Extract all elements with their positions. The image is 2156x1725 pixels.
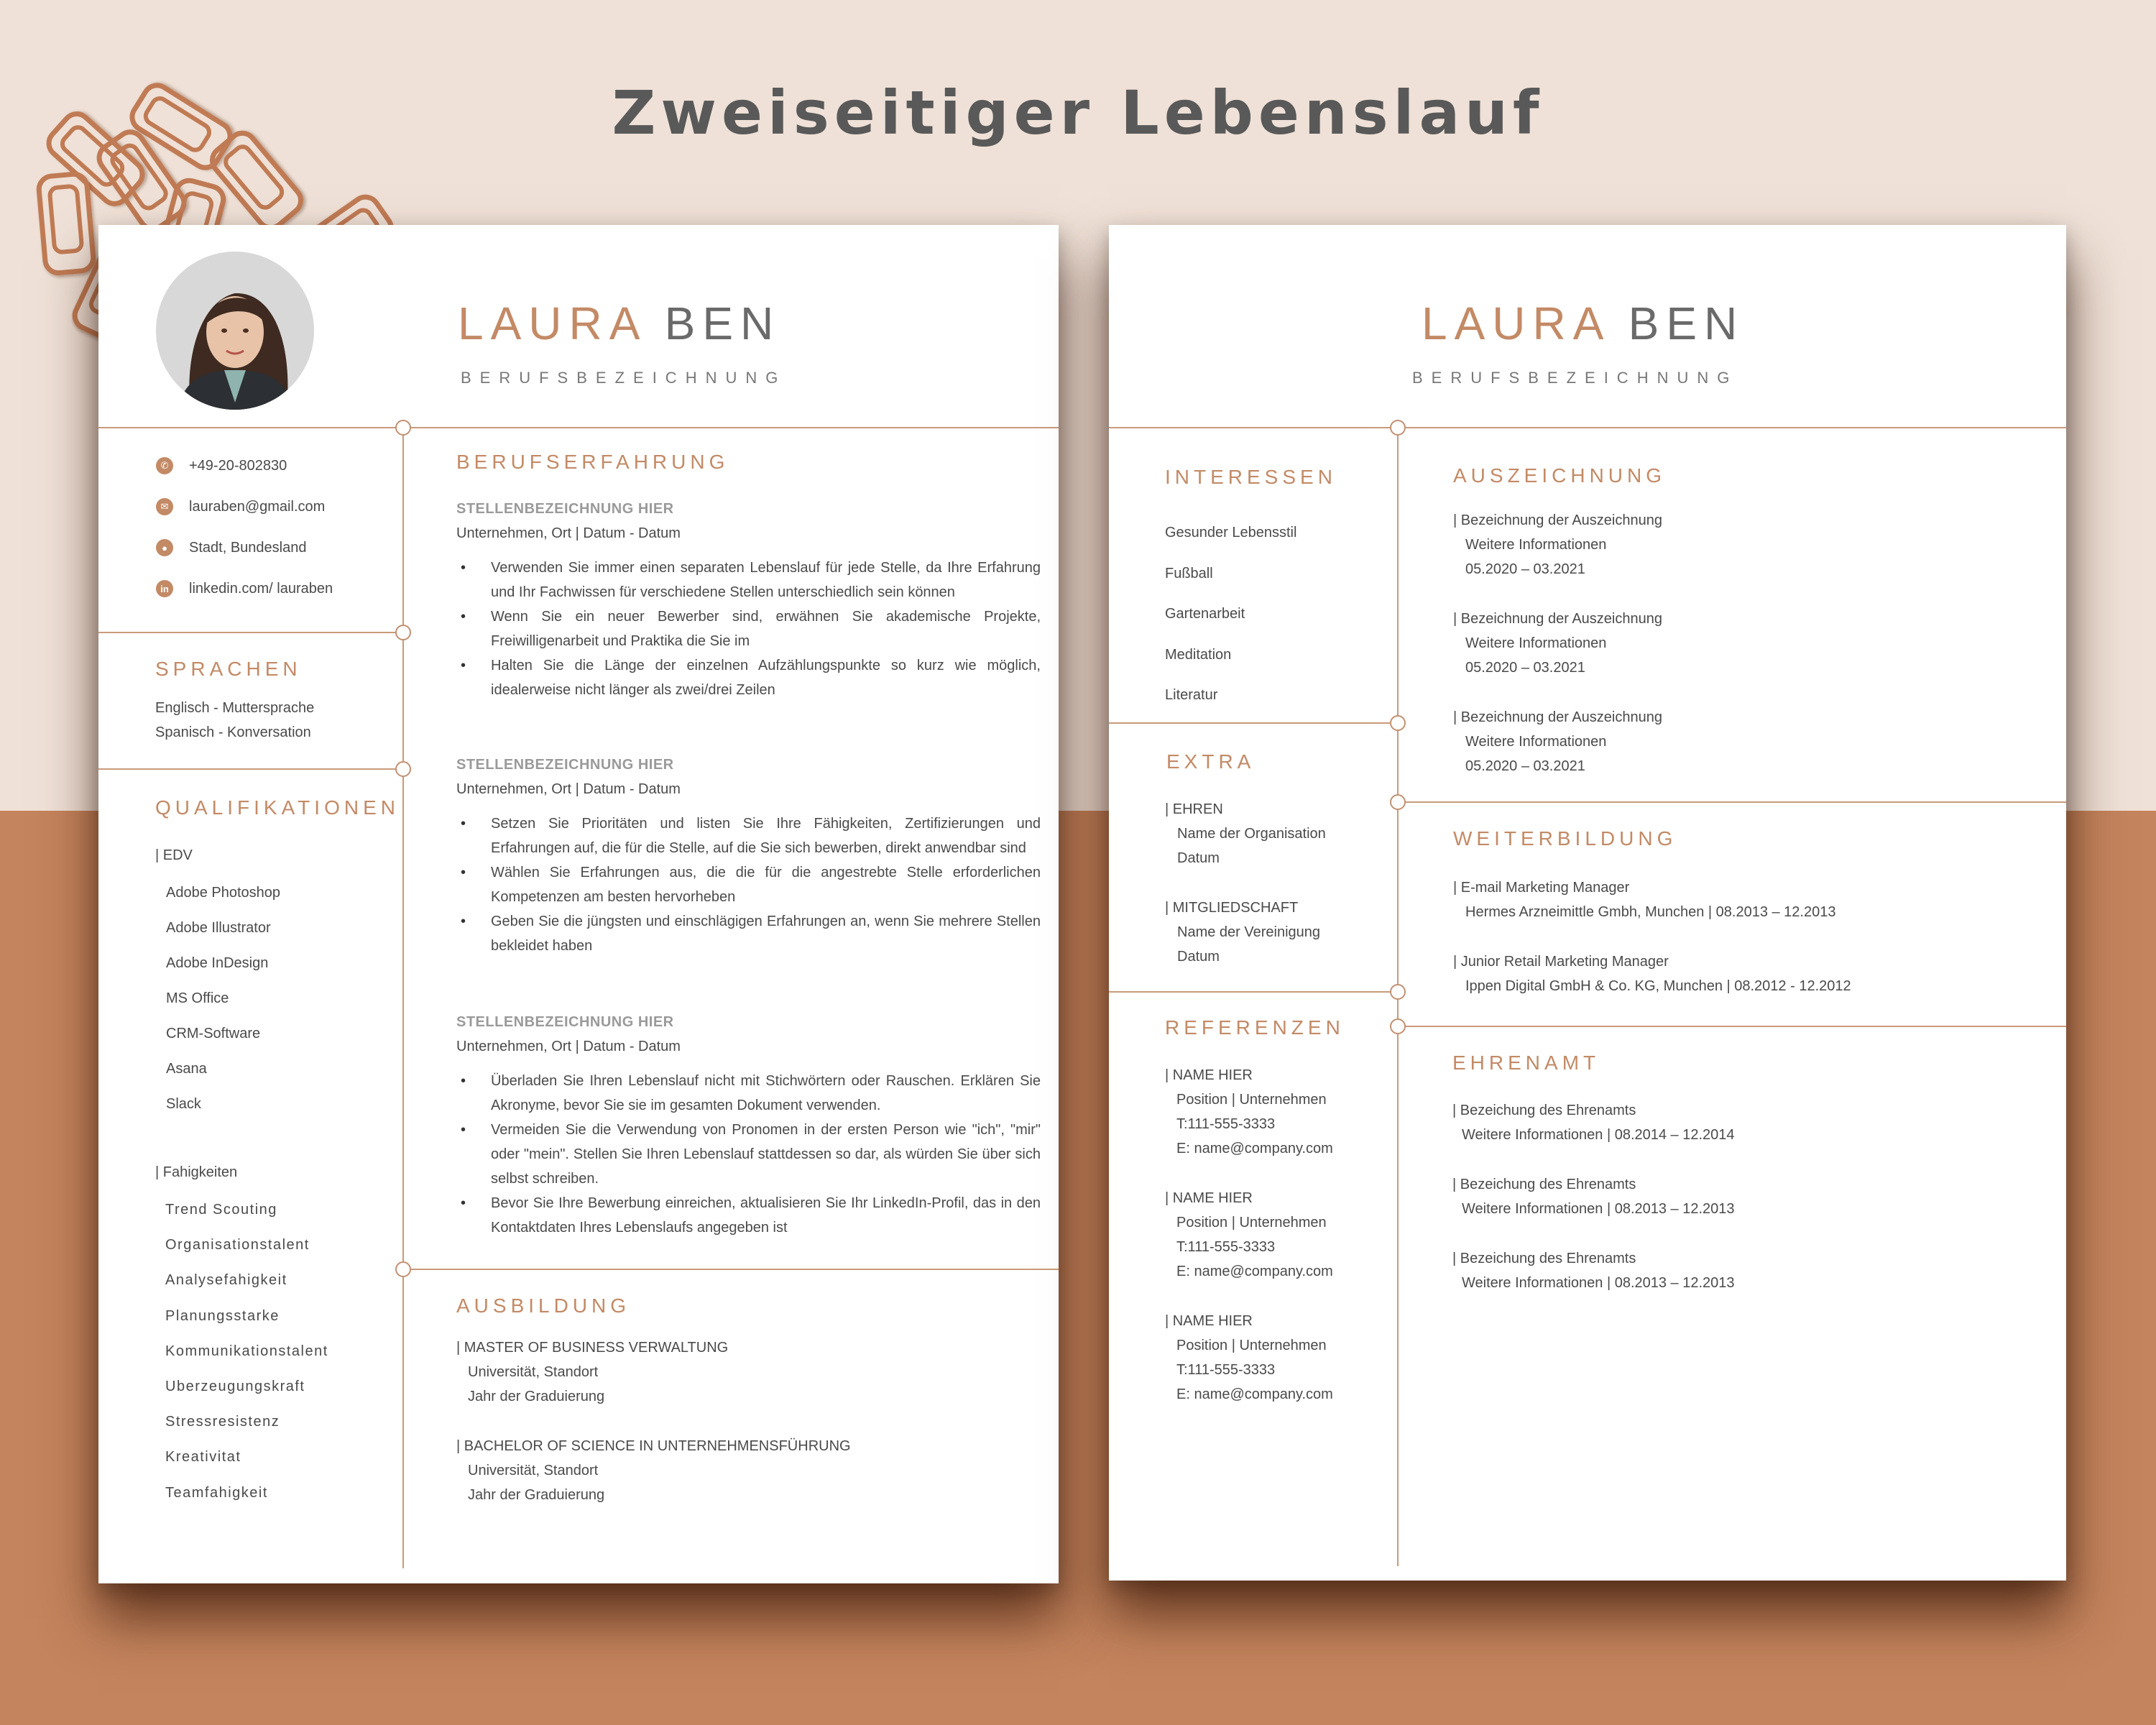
job-meta-1: Unternehmen, Ort | Datum - Datum: [456, 525, 681, 541]
list-item: Organisationstalent: [165, 1237, 310, 1254]
list-item: Asana: [166, 1061, 207, 1077]
list-item: Planungsstarke: [165, 1307, 280, 1324]
last-name: BEN: [664, 298, 781, 349]
award-title: | Bezeichnung der Auszeichnung: [1453, 611, 1662, 627]
language-item: Englisch - Muttersprache: [155, 700, 315, 716]
list-item: Stressresistenz: [165, 1414, 280, 1430]
timeline-node: [395, 1261, 411, 1277]
job-bullets-1: [456, 556, 1041, 702]
resume-page-2: [1109, 225, 2066, 1581]
paper-clip-icon: [35, 170, 97, 277]
contact-email[interactable]: [156, 498, 325, 515]
reference-phone: T:111-555-3333: [1176, 1239, 1276, 1255]
contact-location: [156, 539, 306, 556]
award-date: 05.2020 – 03.2021: [1465, 660, 1585, 676]
timeline-node: [1390, 794, 1406, 810]
education-school: Universität, Standort: [468, 1463, 599, 1478]
references-title: REFERENZEN: [1165, 1016, 1345, 1039]
award-date: 05.2020 – 03.2021: [1465, 561, 1585, 577]
phone-icon: ✆: [156, 457, 173, 474]
bullet-item: • Wählen Sie Erfahrungen aus, die die für die angestrebte Stelle erforderlichen Kompetenzen am besten hervorheben: [491, 860, 1041, 909]
extra-line: Name der Vereinigung: [1177, 924, 1321, 940]
reference-phone: T:111-555-3333: [1176, 1362, 1276, 1378]
list-item: Teamfahigkeit: [165, 1484, 268, 1501]
job-meta-3: Unternehmen, Ort | Datum - Datum: [456, 1039, 681, 1054]
skills-label: | Fahigkeiten: [155, 1164, 238, 1180]
bullet-item: • Setzen Sie Prioritäten und listen Sie Ihre Fähigkeiten, Zertifizierungen und Erfahrungen auf, die für die Stelle, auf die Sie sich bewerben, direkt anwendbar sind: [491, 811, 1041, 860]
extra-line: Datum: [1177, 850, 1220, 866]
interests-title: INTERESSEN: [1165, 466, 1337, 488]
job-title: BERUFSBEZEICHNUNG: [461, 369, 787, 387]
volunteer-detail: Weitere Informationen | 08.2013 – 12.2013: [1462, 1275, 1735, 1291]
candidate-name: [458, 297, 780, 350]
extra-label: | MITGLIEDSCHAFT: [1165, 900, 1299, 916]
list-item: Gartenarbeit: [1165, 606, 1245, 622]
timeline-node: [1390, 1018, 1406, 1034]
list-item: Adobe InDesign: [166, 955, 269, 971]
qualifications-title: QUALIFIKATIONEN: [155, 796, 400, 819]
mail-icon: ✉: [156, 498, 173, 515]
reference-name: | NAME HIER: [1165, 1190, 1253, 1206]
list-item: Trend Scouting: [165, 1202, 277, 1218]
extra-label: | EHREN: [1165, 801, 1223, 817]
bullet-item: • Bevor Sie Ihre Bewerbung einreichen, aktualisieren Sie Ihr LinkedIn-Profil, das in den Kontaktdaten Ihres Lebenslaufs angegeben ist: [491, 1191, 1041, 1240]
job-title-3: STELLENBEZEICHNUNG HIER: [456, 1014, 674, 1030]
timeline-line: [402, 427, 404, 1568]
list-item: Literatur: [1165, 687, 1218, 703]
bullet-item: • Überladen Sie Ihren Lebenslauf nicht mit Stichwörtern oder Rauschen. Erklären Sie Akronyme, bevor Sie sie im gesamten Dokument verwenden.: [491, 1069, 1041, 1118]
job-meta-2: Unternehmen, Ort | Datum - Datum: [456, 781, 681, 797]
divider: [1109, 991, 1398, 993]
contact-phone[interactable]: [156, 457, 287, 474]
interests-list: [1165, 512, 1296, 716]
last-name: BEN: [1628, 298, 1745, 349]
bullet-item: • Verwenden Sie immer einen separaten Lebenslauf für jede Stelle, da Ihre Erfahrung und Ihr Fachwissen für verschiedene Stellen unterschiedlich sein können: [491, 556, 1041, 604]
candidate-name: [1422, 297, 1744, 350]
volunteer-title: EHRENAMT: [1452, 1052, 1600, 1074]
bullet-item: • Wenn Sie ein neuer Bewerber sind, erwähnen Sie akademische Projekte, Freiwilligenarbeit und Praktika die Sie im: [491, 604, 1041, 653]
reference-email: E: name@company.com: [1176, 1264, 1333, 1279]
extra-line: Datum: [1177, 949, 1220, 965]
job-bullets-3: [456, 1069, 1041, 1240]
divider: [1109, 722, 1398, 724]
list-item: Uberzeugungskraft: [165, 1379, 305, 1395]
contact-text: Stadt, Bundesland: [189, 539, 307, 556]
reference-position: Position | Unternehmen: [1176, 1092, 1327, 1108]
list-item: Kommunikationstalent: [165, 1343, 328, 1359]
education-year: Jahr der Graduierung: [468, 1487, 605, 1503]
list-item: Fußball: [1165, 565, 1213, 581]
divider: [98, 427, 1059, 428]
training-detail: Ippen Digital GmbH & Co. KG, Munchen | 08.2012 - 12.2012: [1465, 978, 1851, 994]
extra-line: Name der Organisation: [1177, 826, 1326, 842]
first-name: LAURA: [458, 298, 645, 349]
languages-title: SPRACHEN: [155, 658, 302, 680]
timeline-node: [395, 625, 411, 640]
volunteer-title-item: | Bezeichung des Ehrenamts: [1452, 1103, 1636, 1118]
divider: [1109, 427, 2066, 428]
job-title: BERUFSBEZEICHNUNG: [1412, 369, 1738, 387]
edv-list: [166, 875, 280, 1122]
resume-page-1: [98, 225, 1059, 1583]
award-title: | Bezeichnung der Auszeichnung: [1453, 512, 1662, 528]
training-title: WEITERBILDUNG: [1453, 827, 1677, 850]
reference-email: E: name@company.com: [1176, 1141, 1333, 1156]
training-title-item: | E-mail Marketing Manager: [1453, 880, 1630, 896]
page-headline: Zweiseitiger Lebenslauf: [612, 78, 1544, 148]
bullet-item: • Halten Sie die Länge der einzelnen Aufzählungspunkte so kurz wie möglich, idealerweise nicht länger als zwei/drei Zeilen: [491, 653, 1041, 702]
list-item: Adobe Photoshop: [166, 885, 281, 901]
list-item: Adobe Illustrator: [166, 920, 271, 936]
timeline-node: [1390, 715, 1406, 731]
divider: [1398, 801, 2066, 803]
training-detail: Hermes Arzneimittle Gmbh, Munchen | 08.2013 – 12.2013: [1465, 904, 1836, 920]
award-info: Weitere Informationen: [1465, 734, 1607, 750]
timeline-node: [395, 420, 411, 436]
list-item: Kreativitat: [165, 1449, 241, 1466]
first-name: LAURA: [1422, 298, 1608, 349]
profile-photo: [156, 252, 314, 410]
timeline-node: [1390, 984, 1406, 1000]
education-school: Universität, Standort: [468, 1364, 599, 1380]
award-info: Weitere Informationen: [1465, 537, 1607, 553]
contact-text: +49-20-802830: [189, 457, 287, 474]
linkedin-icon: in: [156, 580, 173, 597]
reference-email: E: name@company.com: [1176, 1386, 1333, 1402]
reference-name: | NAME HIER: [1165, 1313, 1253, 1329]
education-year: Jahr der Graduierung: [468, 1389, 605, 1404]
list-item: MS Office: [166, 990, 229, 1006]
contact-text: linkedin.com/ lauraben: [189, 580, 333, 597]
award-date: 05.2020 – 03.2021: [1465, 758, 1585, 774]
reference-position: Position | Unternehmen: [1176, 1215, 1327, 1230]
bullet-item: • Geben Sie die jüngsten und einschlägigen Erfahrungen an, wenn Sie mehrere Stellen bekleidet haben: [491, 909, 1041, 958]
list-item: CRM-Software: [166, 1026, 261, 1041]
timeline-node: [395, 761, 411, 777]
experience-title: BERUFSERFAHRUNG: [456, 451, 729, 473]
contact-linkedin[interactable]: [156, 580, 333, 597]
language-item: Spanisch - Konversation: [155, 724, 311, 740]
list-item: Analysefahigkeit: [165, 1272, 287, 1289]
reference-position: Position | Unternehmen: [1176, 1338, 1327, 1353]
list-item: Slack: [166, 1096, 201, 1112]
list-item: Gesunder Lebensstil: [1165, 525, 1297, 540]
awards-title: AUSZEICHNUNG: [1453, 464, 1667, 487]
volunteer-detail: Weitere Informationen | 08.2014 – 12.2014: [1462, 1127, 1735, 1143]
award-title: | Bezeichnung der Auszeichnung: [1453, 709, 1662, 725]
education-title: AUSBILDUNG: [456, 1294, 631, 1317]
volunteer-title-item: | Bezeichung des Ehrenamts: [1452, 1251, 1636, 1266]
skills-list: [165, 1192, 328, 1511]
timeline-node: [1390, 420, 1406, 436]
divider: [403, 1269, 1059, 1270]
training-title-item: | Junior Retail Marketing Manager: [1453, 954, 1669, 970]
award-info: Weitere Informationen: [1465, 635, 1607, 651]
job-bullets-2: [456, 811, 1041, 958]
edv-label: | EDV: [155, 847, 193, 863]
job-title-1: STELLENBEZEICHNUNG HIER: [456, 501, 674, 517]
volunteer-title-item: | Bezeichung des Ehrenamts: [1452, 1177, 1636, 1192]
extra-title: EXTRA: [1166, 750, 1256, 773]
education-degree: | MASTER OF BUSINESS VERWALTUNG: [456, 1340, 729, 1356]
reference-name: | NAME HIER: [1165, 1067, 1253, 1083]
location-icon: ●: [156, 539, 173, 556]
contact-text: lauraben@gmail.com: [189, 498, 326, 515]
divider: [1398, 1026, 2066, 1027]
divider: [98, 632, 403, 633]
reference-phone: T:111-555-3333: [1176, 1116, 1276, 1132]
list-item: Meditation: [1165, 646, 1232, 663]
education-degree: | BACHELOR OF SCIENCE IN UNTERNEHMENSFÜHRUNG: [456, 1438, 851, 1454]
bullet-item: • Vermeiden Sie die Verwendung von Pronomen in der ersten Person wie "ich", "mir" oder "mein". Stellen Sie Ihren Lebenslauf stattdessen so dar, als würden Sie über sich selbst schreiben.: [491, 1118, 1041, 1191]
volunteer-detail: Weitere Informationen | 08.2013 – 12.2013: [1462, 1201, 1735, 1217]
job-title-2: STELLENBEZEICHNUNG HIER: [456, 757, 674, 773]
divider: [98, 768, 403, 770]
